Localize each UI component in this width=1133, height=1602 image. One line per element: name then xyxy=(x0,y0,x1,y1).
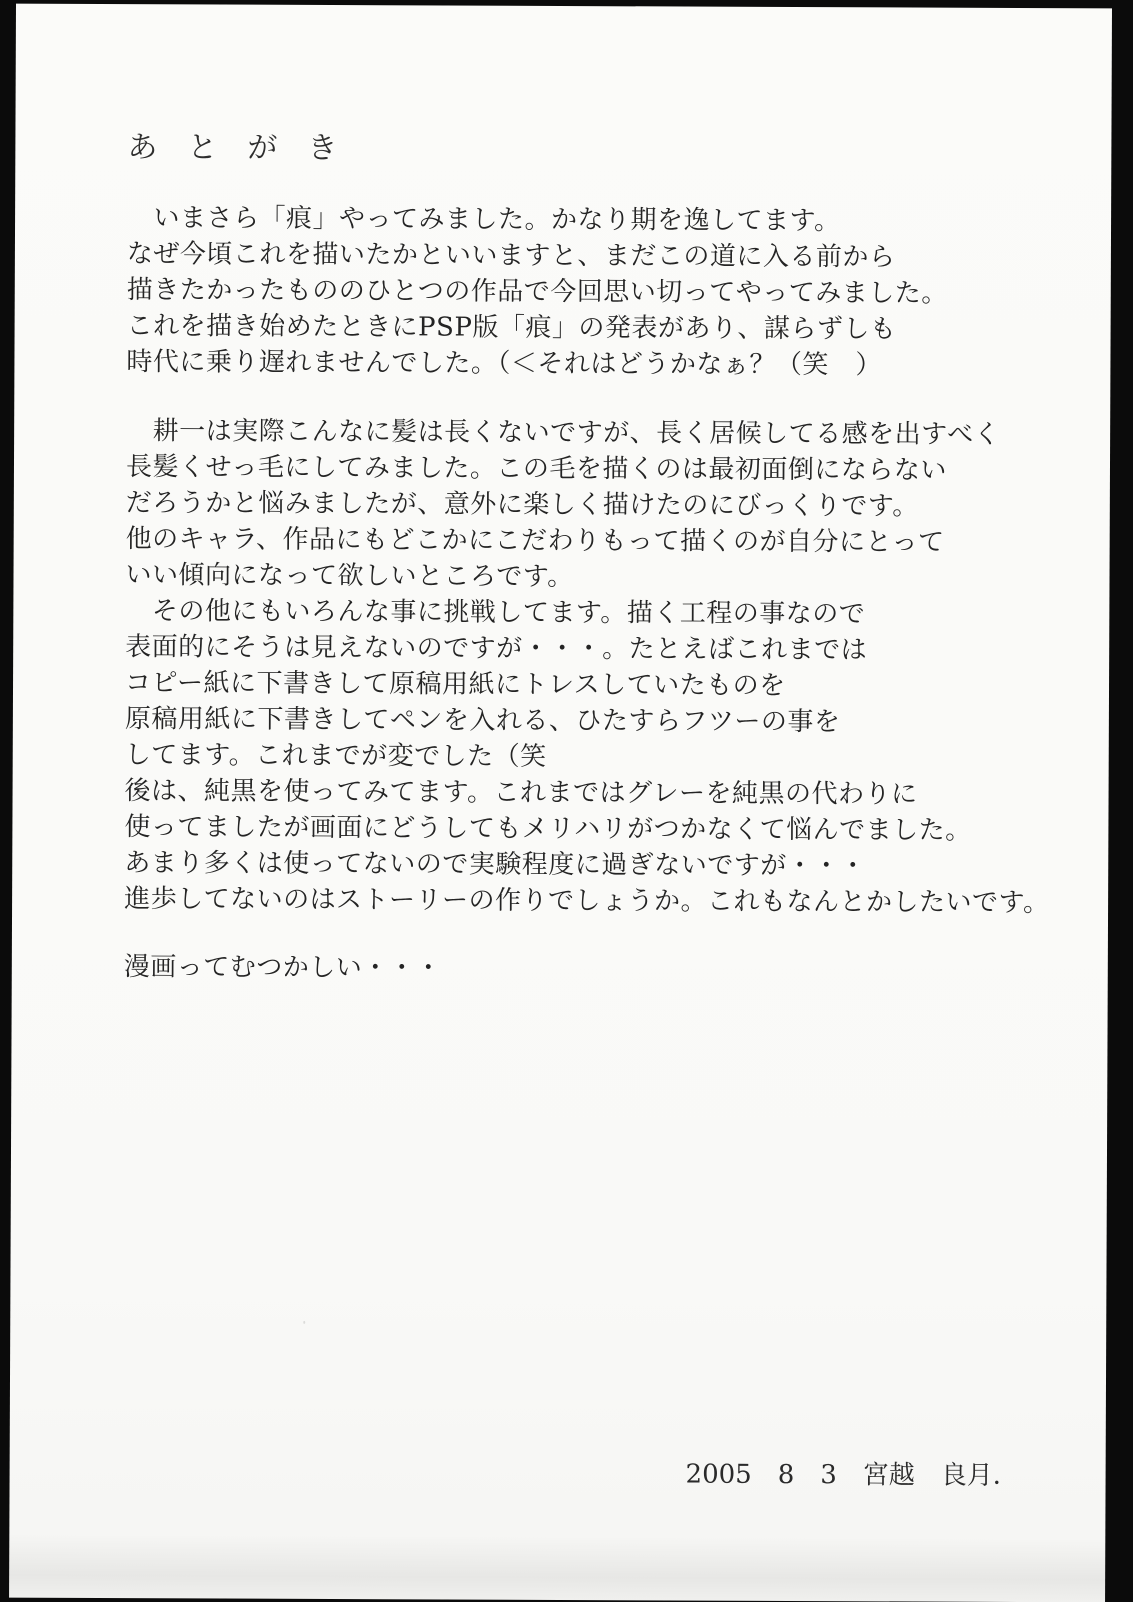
text-line: いい傾向になって欲しいところです。 xyxy=(125,560,574,593)
text-line: してます。これまでが変でした（笑 xyxy=(124,740,547,772)
text-line: 使ってましたが画面にどうしてもメリハリがつかなくて悩んでました。 xyxy=(124,812,972,846)
scan-speck xyxy=(303,1321,305,1324)
text-line: 進歩してないのはストーリーの作りでしょうか。これもなんとかしたいです。 xyxy=(124,884,1050,919)
page-content xyxy=(12,4,1088,990)
text-line: あまり多くは使ってないので実験程度に過ぎないですが・・・ xyxy=(124,848,867,882)
text-line: なぜ今頃これを描いたかといいますと、まだこの道に入る前から xyxy=(126,239,896,273)
date-signature: 2005 8 3 宮越 良月． xyxy=(685,1459,1019,1491)
text-line: 耕一は実際こんなに髪は長くないですが、長く居候してる感を出すべく xyxy=(126,416,1001,450)
text-line: 時代に乗り遅れませんでした。（＜それはどうかなぁ？（笑 ） xyxy=(126,347,883,381)
text-line: 表面的にそうは見えないのですが・・・。たとえばこれまでは xyxy=(125,632,868,666)
text-line: これを描き始めたときにPSP版「痕」の発表があり、謀らずしも xyxy=(126,311,897,345)
afterword-page xyxy=(9,4,1112,1602)
paragraph-main xyxy=(124,413,1086,921)
scan-speck xyxy=(691,215,694,218)
text-line: 原稿用紙に下書きしてペンを入れる、ひたすらフツーの事を xyxy=(124,704,841,738)
scan-speck xyxy=(849,648,851,650)
text-line: その他にもいろんな事に挑戦してます。描く工程の事なので xyxy=(125,596,866,630)
text-line: 他のキャラ、作品にもどこかにこだわりもって描くのが自分にとって xyxy=(125,524,945,558)
text-line: いまさら「痕」やってみました。かなり期を逸してます。 xyxy=(127,203,841,237)
page-title: あ と が き xyxy=(127,130,338,167)
text-line: 長髪くせっ毛にしてみました。この毛を描くのは最初面倒にならない xyxy=(125,452,948,486)
text-line: だろうかと悩みましたが、意外に楽しく描けたのにびっくりです。 xyxy=(125,488,919,522)
text-line: コピー紙に下書きして原稿用紙にトレスしていたものを xyxy=(124,668,786,701)
paragraph-intro xyxy=(126,200,1087,384)
closing-remark: 漫画ってむつかしい・・・ xyxy=(123,952,442,984)
text-line: 描きたかったもののひとつの作品で今回思い切ってやってみました。 xyxy=(126,275,948,309)
text-line: 後は、純黒を使ってみてます。これまではグレーを純黒の代わりに xyxy=(124,776,918,810)
